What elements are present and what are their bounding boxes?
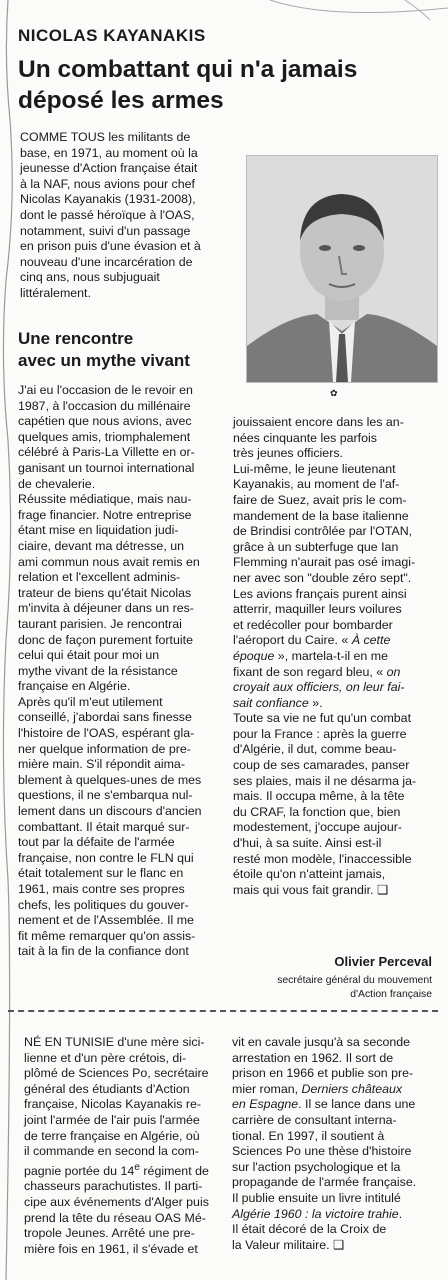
bio-text-1b: régiment de chasseurs parachutistes. Il parti- cipe aux événements d'Alger puis prend la tête du réseau OAS Mé- tropole Jeunes. Arrêté une pre- mière fois en 1961, il s'évade et — [24, 1163, 209, 1256]
right-text-part-1: jouissaient encore dans les an- nées cinquante les parfois très jeunes officiers. Lui-même, le jeune lieutenant Kayanakis, au moment de l'af- faire de Suez, avait pris le com- mandement de la base italienne de Brindisi contrôlée par l'OTAN, grâce à un subterfuge que Ian Flemming n'aurait pas osé imagi- ner avec son "double zéro sept". Les avions français purent ainsi atterrir, maquiller leurs voilures et redécoller pour bombarder l'aéroport du Caire. « — [233, 415, 416, 648]
bio-text-2a: vit en cavale jusqu'à sa seconde arrestation en 1962. Il sort de prison en 1966 et publie son pre- mier roman, — [232, 1035, 414, 1096]
photo-credit-icon: ✿ — [330, 388, 338, 398]
article-body-right-column — [233, 415, 441, 898]
bio-text-2c: . Il était décoré de la Croix de la Valeur militaire. ❑ — [232, 1206, 403, 1252]
bio-text-2b: . Il se lance dans une carrière de consultant interna- tional. En 1997, il soutient à Sciences Po une thèse d'histoire sur l'action psychologique et la propagande de l'armée française. Il publie ensuite un livre intitulé — [232, 1097, 417, 1205]
headline-line-2: déposé les armes — [18, 87, 224, 114]
bio-text-1a: NÉ EN TUNISIE d'une mère sici- lienne et d'un père crétois, di- plômé de Sciences Po, secrétaire général des étudiants d'Action française, Nicolas Kayanakis re- joint l'armée de l'air puis l'armée de terre française en Algérie, où il commande en second la com- pagnie portée du 14 — [24, 1035, 209, 1178]
biography-column-1 — [24, 1035, 229, 1257]
article-headline — [18, 54, 438, 116]
portrait-photo — [246, 155, 438, 383]
intro-paragraph: COMME TOUS les militants de base, en 1971, au moment où la jeunesse d'Action française était à la NAF, nous avions pour chef Nicolas Kayanakis (1931-2008), dont le passé héroïque à l'OAS, notamment, suivi d'un passage en prison puis d'une évasion et à nouveau d'une incarcération de cinq ans, nous subjuguait littéralement. — [20, 130, 201, 300]
headline-line-1: Un combattant qui n'a jamais — [18, 56, 358, 83]
portrait-illustration — [247, 156, 437, 382]
right-quote-2: on croyait aux officiers, on leur fai- sait confiance — [233, 664, 405, 710]
right-text-part-2: », martela-t-il en me fixant de son regard bleu, « — [233, 648, 388, 679]
article-kicker: NICOLAS KAYANAKIS — [18, 26, 206, 45]
bio-book-title-2: Algérie 1960 : la victoire trahie — [232, 1206, 399, 1221]
section-divider — [8, 1010, 438, 1012]
article-body-left-column: J'ai eu l'occasion de le revoir en 1987, à l'occasion du millénaire capétien que nous avions, avec quelques amis, triomphalement célébré à Paris-La Villette en or- ganisant un tournoi international de chevalerie. Réussite médiatique, mais nau- frage financier. Notre entreprise étant mise en liquidation judi- ciaire, devant ma détresse, un ami commun nous avait remis en relation et l'excellent adminis- trateur de biens qu'était Nicolas m'invita à déjeuner dans un res- taurant parisien. Je rencontrai donc de façon purement fortuite celui qui était pour moi un mythe vivant de la résistance française en Algérie. Après qu'il m'eut utilement conseillé, j'abordai sans finesse l'histoire de l'OAS, espérant gla- ner quelque information de pre- mière main. S'il répondit aima- blement à quelques-unes de mes questions, il ne s'embarqua nul- lement dans un discours d'ancien combattant. Il était marqué sur- tout par la défaite de l'armée française, non contre le FLN qui était totalement sur le flanc en 1961, mais contre ses propres chefs, les politiques du gouver- nement et de l'Assemblée. Il me fit même remarquer qu'on assis- tait à la fin de la confiance dont — [18, 383, 202, 959]
author-title: secrétaire général du mouvement d'Action française — [277, 975, 432, 1000]
biography-column-2 — [232, 1035, 440, 1253]
bio-ordinal-suffix: e — [134, 1161, 140, 1173]
author-name: Olivier Perceval — [334, 954, 432, 969]
right-quote-1: À cette époque — [233, 633, 391, 663]
bio-book-title-1: Derniers châteaux en Espagne — [232, 1081, 403, 1112]
section-subheading: Une rencontre avec un mythe vivant — [18, 329, 190, 370]
right-text-part-3: ». Toute sa vie ne fut qu'un combat pour la France : après la guerre d'Algérie, il dut, comme beau- coup de ses camarades, panser ses plaies, mais il ne désarma ja- mais. Il occupa même, à la tête du CRAF, la fonction que, bien modestement, j'occupe aujour- d'hui, à sa suite. Ainsi est-il resté mon modèle, l'inaccessible étoile qu'on n'atteint jamais, mais qui vous fait grandir. ❑ — [233, 695, 417, 897]
